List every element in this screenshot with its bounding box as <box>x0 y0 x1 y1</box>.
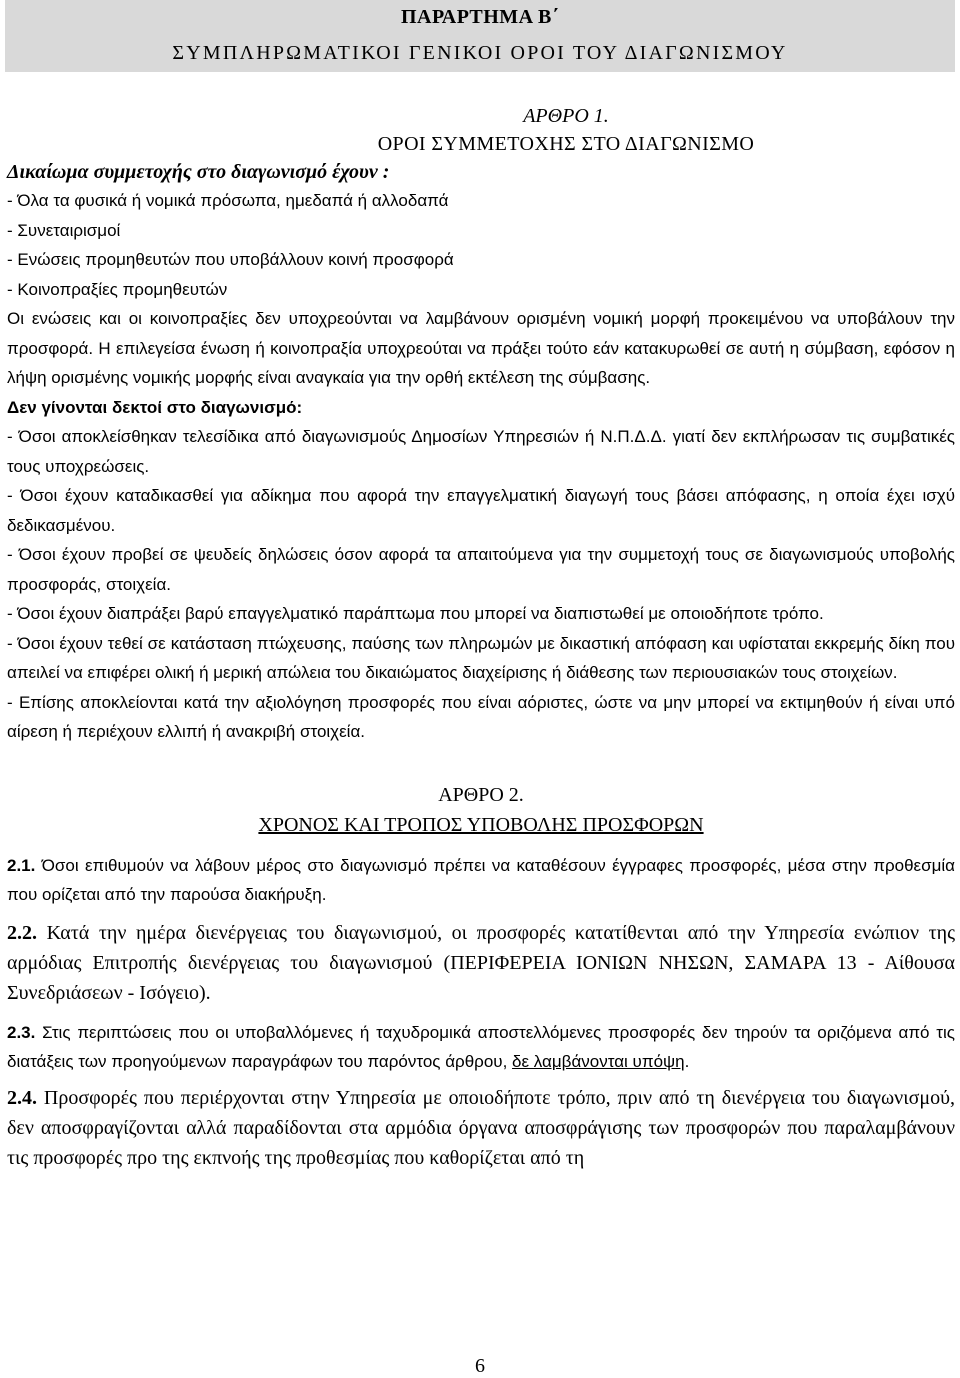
paragraph-2-3 <box>7 1018 955 1077</box>
eligible-item: - Ενώσεις προμηθευτών που υποβάλλουν κοινή προσφορά <box>7 250 454 269</box>
paragraph-number: 2.1. <box>7 855 36 875</box>
annex-title: ΠΑΡΑΡΤΗΜΑ Β΄ <box>400 6 560 28</box>
excluded-item: - Όσοι έχουν διαπράξει βαρύ επαγγελματικό παράπτωμα που μπορεί να διαπιστωθεί με οποιοδήποτε τρόπο. <box>7 604 824 623</box>
paragraph-number: 2.3. <box>7 1022 36 1042</box>
eligible-item: - Όλα τα φυσικά ή νομικά πρόσωπα, ημεδαπά ή αλλοδαπά <box>7 191 449 210</box>
paragraph-number: 2.4. <box>7 1086 37 1109</box>
paragraph-2-1 <box>7 851 955 910</box>
article-1-title: ΟΡΟΙ ΣΥΜΜΕΤΟΧΗΣ ΣΤΟ ΔΙΑΓΩΝΙΣΜΟ <box>377 133 755 155</box>
excluded-item: - Όσοι έχουν προβεί σε ψευδείς δηλώσεις όσον αφορά τα απαιτούμενα για την συμμετοχή τους σε διαγωνισμούς υποβολής προσφοράς, στοιχεία. <box>7 545 955 594</box>
paragraph-end: . <box>684 1052 690 1071</box>
excluded-item: - Όσοι αποκλείσθηκαν τελεσίδικα από διαγωνισμούς Δημοσίων Υπηρεσιών ή Ν.Π.Δ.Δ. γιατί δεν εκπλήρωσαν τις συμβατικές τους υποχρεώσεις. <box>7 427 955 476</box>
unions-paragraph: Οι ενώσεις και οι κοινοπραξίες δεν υποχρεούνται να λαμβάνουν ορισμένη νομική μορφή προκειμένου να υποβάλουν την προσφορά. Η επιλεγείσα ένωση ή κοινοπραξία υποχρεούται να πράξει τούτο εάν κατακυρωθεί σε αυτή η σύμβαση, εφόσον η λήψη ορισμένης νομικής μορφής είναι αναγκαία για την ορθή εκτέλεση της σύμβασης. <box>7 309 955 387</box>
eligible-heading: Δικαίωμα συμμετοχής στο διαγωνισμό έχουν : <box>7 161 390 183</box>
paragraph-text: Προσφορές που περιέρχονται στην Υπηρεσία με οποιοδήποτε τρόπο, πριν από τη διενέργεια του διαγωνισμού, δεν αποσφραγίζονται αλλά παραδίδονται στα αρμόδια όργανα αποσφράγισης των προσφορών που παραλαμβάνουν τις προσφορές προ της εκπνοής της προθεσμίας που καθορίζεται από τη <box>7 1086 955 1169</box>
page-number: 6 <box>475 1355 485 1377</box>
excluded-item: - Επίσης αποκλείονται κατά την αξιολόγηση προσφορές που είναι αόριστες, ώστε να μην μπορεί να εκτιμηθούν ή είναι υπό αίρεση ή περιέχουν ελλιπή ή ανακριβή στοιχεία. <box>7 692 955 741</box>
article-2-number: ΑΡΘΡΟ 2. <box>438 783 524 806</box>
eligible-item: - Κοινοπραξίες προμηθευτών <box>7 279 228 299</box>
excluded-heading: Δεν γίνονται δεκτοί στο διαγωνισμό: <box>7 397 303 417</box>
document-body <box>7 102 955 1173</box>
paragraph-text: Στις περιπτώσεις που οι υποβαλλόμενες ή ταχυδρομικά αποστελλόμενες προσφορές δεν τηρούν τα οριζόμενα από τις διατάξεις των προηγούμενων παραγράφων του παρόντος άρθρου, <box>7 1022 955 1071</box>
paragraph-text: Κατά την ημέρα διενέργειας του διαγωνισμού, οι προσφορές κατατίθενται από την Υπηρεσία ενώπιον της αρμόδιας Επιτροπής διενέργειας του διαγωνισμού (ΠΕΡΙΦΕΡΕΙΑ ΙΟΝΙΩΝ ΝΗΣΩΝ, ΣΑΜΑΡΑ 13 - Αίθουσα Συνεδριάσεων - Ισόγειο). <box>7 921 955 1004</box>
paragraph-2-2 <box>7 918 955 1008</box>
emphasized-text: δε λαμβάνονται υπόψη <box>512 1052 685 1071</box>
excluded-item: - Όσοι έχουν καταδικασθεί για αδίκημα που αφορά την επαγγελματική διαγωγή τους βάσει απόφασης, η οποία έχει ισχύ δεδικασμένου. <box>7 486 955 535</box>
paragraph-2-4 <box>7 1083 955 1173</box>
excluded-item: - Όσοι έχουν τεθεί σε κατάσταση πτώχευσης, παύσης των πληρωμών με δικαστική απόφαση και υφίσταται εκκρεμής δίκη που απειλεί να επιφέρει ολική ή μερική απώλεια του δικαιώματος διαχείρισης ή διάθεσης των περιουσιακών τους στοιχείων. <box>7 633 955 682</box>
article-2-title: ΧΡΟΝΟΣ ΚΑΙ ΤΡΟΠΟΣ ΥΠΟΒΟΛΗΣ ΠΡΟΣΦΟΡΩΝ <box>258 813 704 836</box>
paragraph-number: 2.2. <box>7 921 37 944</box>
paragraph-text: Όσοι επιθυμούν να λάβουν μέρος στο διαγωνισμό πρέπει να καταθέσουν έγγραφες προσφορές, μέσα στην προθεσμία που ορίζεται από την παρούσα διακήρυξη. <box>7 855 955 904</box>
eligible-item: - Συνεταιρισμοί <box>7 220 121 240</box>
article-1-number: ΑΡΘΡΟ 1. <box>523 105 609 127</box>
annex-subtitle: ΣΥΜΠΛΗΡΩΜΑΤΙΚΟΙ ΓΕΝΙΚΟΙ ΟΡΟΙ ΤΟΥ ΔΙΑΓΩΝΙΣΜΟΥ <box>172 42 788 64</box>
annex-header <box>5 0 955 72</box>
